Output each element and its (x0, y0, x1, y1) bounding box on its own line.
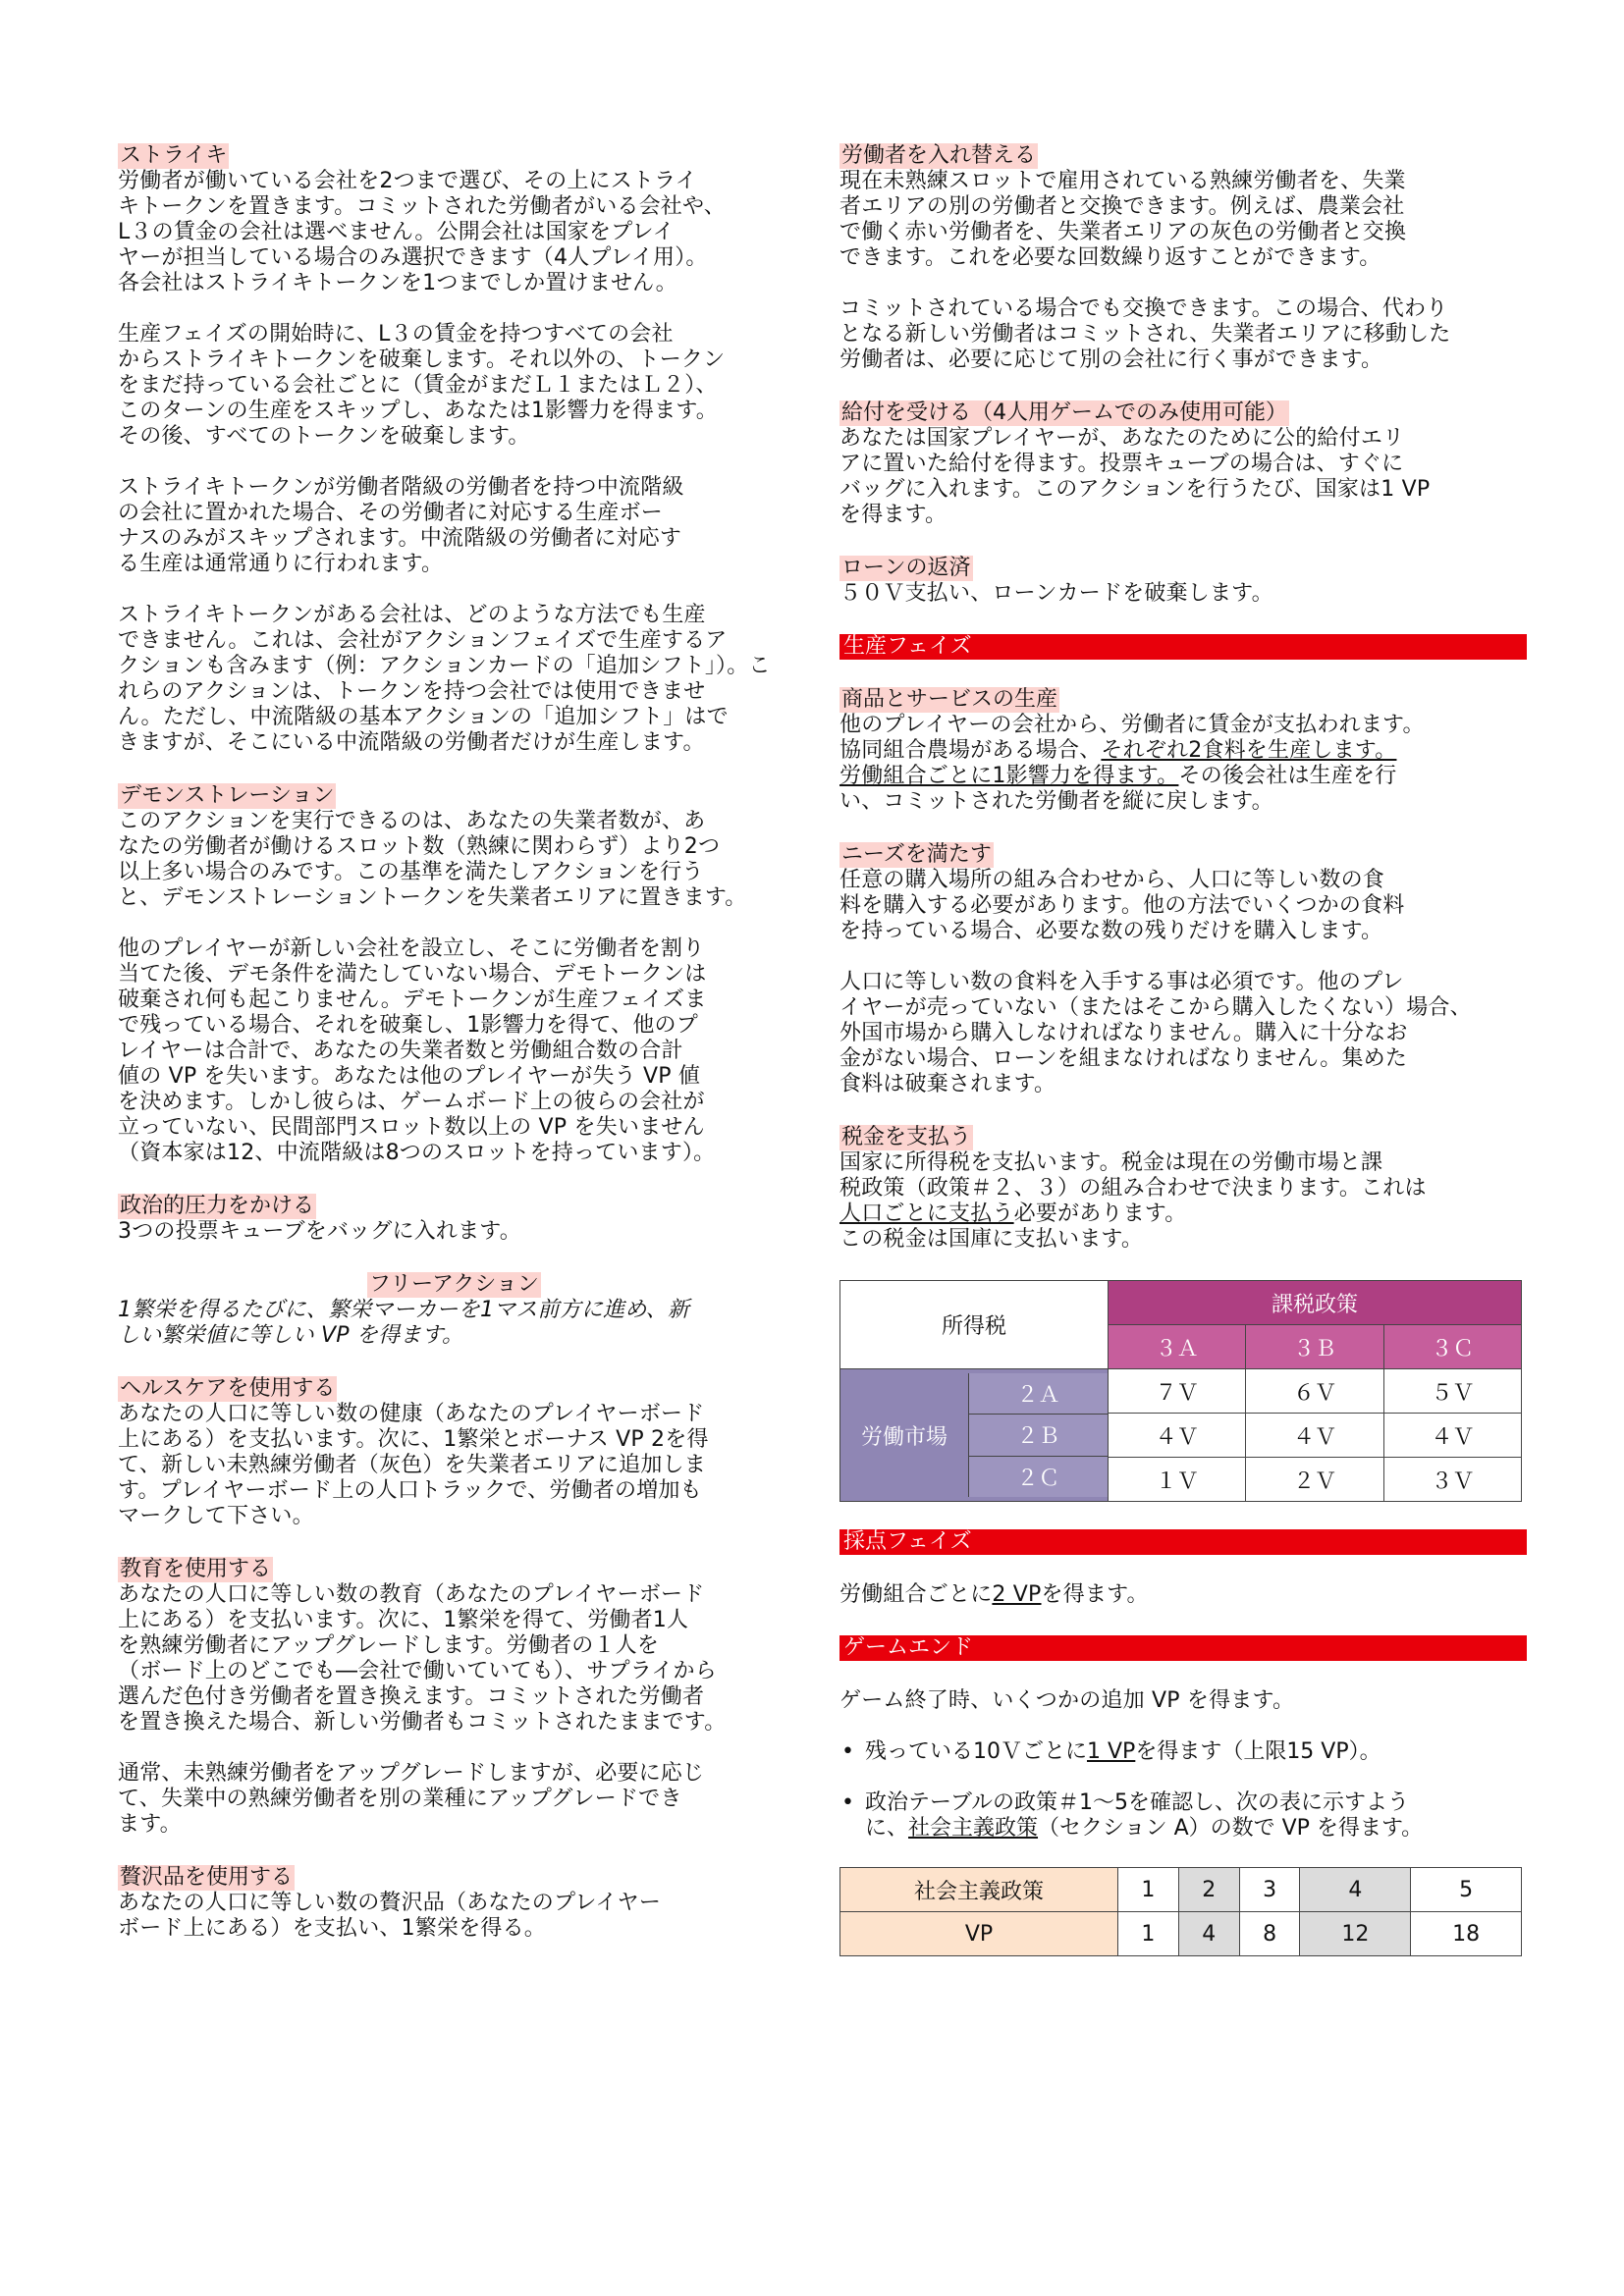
policy-count: 3 (1239, 1868, 1300, 1912)
tax-cell: ２Ｖ (1246, 1458, 1383, 1502)
policy-count: 4 (1300, 1868, 1411, 1912)
policy-count: 1 (1118, 1868, 1179, 1912)
vp-value: 1 (1118, 1912, 1179, 1956)
luxury-heading: 贅沢品を使用する (120, 1865, 294, 1890)
vp-label: VP (840, 1912, 1118, 1956)
game-end-text: ゲーム終了時、いくつかの追加 VP を得ます。 (839, 1688, 1295, 1713)
goods-text-a: 他のプレイヤーの会社から、労働者に賃金が支払われます。 協同組合農場がある場合、 (839, 713, 1425, 763)
policy-col-3b: ３Ｂ (1246, 1325, 1383, 1369)
tax-cell: １Ｖ (1109, 1458, 1246, 1502)
market-row-2a: ２Ａ (968, 1373, 1108, 1415)
left-column (118, 143, 800, 1969)
education-text-1: あなたの人口に等しい数の教育（あなたのプレイヤーボード 上にある）を支払います。次に、1繁栄を得て、労働者1人 を熟練労働者にアップグレードします。労働者の１人を （ボード上のどこでも―会社で働いていても）、サプライから 選んだ色付き労働者を置き換えます。コミットされた労働者 を置き換えた場合、新しい労働者もコミットされたままです。 (118, 1582, 727, 1735)
tax-text-b: 必要があります。 この税金は国庫に支払います。 (839, 1201, 1187, 1252)
replace-workers-text-1: 現在未熟練スロットで雇用されている熟練労働者を、失業 者エリアの別の労働者と交換できます。例えば、農業会社 で働く赤い労働者を、失業者エリアの灰色の労働者と交換 できます。これを必要な回数繰り返すことができます。 (839, 169, 1407, 270)
bullet-1-underlined: 1 VP (1087, 1739, 1136, 1764)
production-phase-bar: 生産フェイズ (839, 634, 1527, 660)
income-tax-corner: 所得税 (840, 1281, 1109, 1369)
market-row-2c: ２Ｃ (968, 1457, 1108, 1497)
goods-text-underlined-1: それぞれ2食料を生産します。 (1101, 738, 1397, 763)
needs-text-1: 任意の購入場所の組み合わせから、人口に等しい数の食 料を購入する必要があります。他の方法でいくつかの食料 を持っている場合、必要な数の残りだけを購入します。 (839, 868, 1405, 943)
bullet-2-text-a: 政治テーブルの政策＃1～5を確認し、次の表に示すよう に、 (865, 1790, 1410, 1841)
goods-text-underlined-2: 労働組合ごとに1影響力を得ます。 (839, 764, 1179, 788)
tax-cell: ４Ｖ (1383, 1414, 1521, 1458)
tax-cell: ６Ｖ (1246, 1369, 1383, 1414)
benefit-heading: 給付を受ける（4人用ゲームでのみ使用可能） (841, 400, 1287, 425)
scoring-text-b: を得ます。 (1041, 1582, 1149, 1607)
right-column (839, 143, 1527, 1956)
tax-heading: 税金を支払う (841, 1125, 972, 1149)
bullet-1-text-a: 残っている10Ｖごとに (865, 1739, 1087, 1764)
bullet-2-text-b: （セクション A）の数で VP を得ます。 (1038, 1816, 1424, 1841)
political-pressure-heading: 政治的圧力をかける (120, 1194, 315, 1218)
tax-cell: ７Ｖ (1109, 1369, 1246, 1414)
strike-section (118, 143, 800, 756)
replace-workers-heading: 労働者を入れ替える (841, 143, 1037, 168)
vp-value: 8 (1239, 1912, 1300, 1956)
policy-col-3c: ３Ｃ (1383, 1325, 1521, 1369)
labor-market-block (840, 1369, 1109, 1502)
tax-cell: ４Ｖ (1109, 1414, 1246, 1458)
game-end-bullet-2 (839, 1790, 1527, 1842)
free-action-section (118, 1272, 800, 1349)
demonstration-text-2: 他のプレイヤーが新しい会社を設立し、そこに労働者を割り 当てた後、デモ条件を満たしていない場合、デモトークンは 破棄され何も起こりません。デモトークンが生産フェイズま で残っている場合、それを破棄し、1影響力を得て、他のプ レイヤーは合計で、あなたの失業者数と労働組合数の合計 値の VP を失います。あなたは他のプレイヤーが失う VP 値 を決めます。しかし彼らは、ゲームボード上の彼らの会社が 立っていない、民間部門スロット数以上の VP を失いません （資本家は12、中流階級は8つのスロットを持っています）。 (118, 936, 716, 1165)
income-tax-table (839, 1280, 1522, 1502)
scoring-text-underlined: 2 VP (992, 1582, 1042, 1607)
needs-text-2: 人口に等しい数の食料を入手する事は必須です。他のプレ イヤーが売っていない（またはそこから購入したくない）場合、 外国市場から購入しなければなりません。購入に十分なお 金がない場合、ローンを組まなければなりません。集めた 食料は破棄されます。 (839, 970, 1472, 1096)
loan-heading: ローンの返済 (841, 556, 971, 580)
policy-count: 2 (1178, 1868, 1239, 1912)
socialist-policy-vp-table (839, 1867, 1522, 1956)
demonstration-heading: デモンストレーション (120, 783, 335, 808)
game-end-bar: ゲームエンド (839, 1635, 1527, 1661)
strike-heading: ストライキ (120, 143, 228, 168)
healthcare-section (118, 1376, 800, 1529)
needs-heading: ニーズを満たす (841, 842, 992, 867)
strike-text-4: ストライキトークンがある会社は、どのような方法でも生産 できません。これは、会社がアクションフェイズで生産するア クションも含みます（例：アクションカードの「追加シフト」）。こ れらのアクションは、トークンを持つ会社では使用できませ ん。ただし、中流階級の基本アクションの「追加シフト」はで きますが、そこにいる中流階級の労働者だけが生産します。 (118, 603, 771, 755)
tax-section (839, 1125, 1527, 1253)
replace-workers-section (839, 143, 1527, 373)
game-end-bullet-1 (839, 1739, 1527, 1765)
tax-text (839, 1150, 1527, 1253)
goods-section (839, 687, 1527, 815)
healthcare-heading: ヘルスケアを使用する (120, 1376, 336, 1401)
scoring-section (839, 1582, 1527, 1608)
goods-text-b: その後会社は生産を行 い、コミットされた労働者を縦に戻します。 (839, 764, 1397, 814)
tax-text-underlined: 人口ごとに支払う (839, 1201, 1014, 1226)
strike-text-3: ストライキトークンが労働者階級の労働者を持つ中流階級 の会社に置かれた場合、その労働者に対応する生産ボー ナスのみがスキップされます。中流階級の労働者に対応す る生産は通常通りに行われます。 (118, 475, 684, 576)
luxury-text: あなたの人口に等しい数の贅沢品（あなたのプレイヤー ボード上にある）を支払い、1繁栄を得る。 (118, 1891, 662, 1941)
strike-text-2: 生産フェイズの開始時に、L３の賃金を持つすべての会社 からストライキトークンを破棄します。それ以外の、トークン をまだ持っている会社ごとに（賃金がまだＬ１またはＬ２）、 このターンの生産をスキップし、あなたは1影響力を得ます。 その後、すべてのトークンを破棄します。 (118, 322, 726, 449)
loan-section (839, 556, 1527, 607)
game-end-section (839, 1688, 1527, 1842)
labor-market-header: 労働市場 (840, 1373, 968, 1497)
tax-cell: ５Ｖ (1383, 1369, 1521, 1414)
tax-cell: ４Ｖ (1246, 1414, 1383, 1458)
vp-value: 12 (1300, 1912, 1411, 1956)
healthcare-text: あなたの人口に等しい数の健康（あなたのプレイヤーボード 上にある）を支払います。次に、1繁栄とボーナス VP 2を得 て、新しい未熟練労働者（灰色）を失業者エリアに追加しま す。プレイヤーボード上の人口トラックで、労働者の増加も マークして下さい。 (118, 1402, 709, 1528)
scoring-text (839, 1582, 1527, 1608)
education-heading: 教育を使用する (120, 1557, 272, 1581)
needs-section (839, 842, 1527, 1097)
luxury-section (118, 1865, 800, 1942)
free-action-text: 1繁栄を得るたびに、繁栄マーカーを1マス前方に進め、新 しい繁栄値に等しい VP を得ます。 (118, 1298, 690, 1348)
replace-workers-text-2: コミットされている場合でも交換できます。この場合、代わり となる新しい労働者はコミットされ、失業者エリアに移動した 労働者は、必要に応じて別の会社に行く事ができます。 (839, 296, 1451, 372)
strike-text-1: 労働者が働いている会社を2つまで選び、その上にストライ キトークンを置きます。コミットされた労働者がいる会社や、 L３の賃金の会社は選べません。公開会社は国家をプレイ ヤーが担当している場合のみ選択できます（4人プレイ用）。 各会社はストライキトークンを1つまでしか置けません。 (118, 169, 726, 295)
vp-value: 4 (1178, 1912, 1239, 1956)
tax-cell: ３Ｖ (1383, 1458, 1521, 1502)
demonstration-section (118, 783, 800, 1166)
political-pressure-section (118, 1194, 800, 1245)
vp-value: 18 (1411, 1912, 1522, 1956)
policy-col-3a: ３Ａ (1109, 1325, 1246, 1369)
education-section (118, 1557, 800, 1838)
bullet-2-underlined: 社会主義政策 (908, 1816, 1039, 1841)
policy-count: 5 (1411, 1868, 1522, 1912)
tax-text-a: 国家に所得税を支払います。税金は現在の労働市場と課 税政策（政策＃２、３）の組み合わせで決まります。これは (839, 1150, 1427, 1201)
socialist-policy-label: 社会主義政策 (840, 1868, 1118, 1912)
scoring-text-a: 労働組合ごとに (839, 1582, 993, 1607)
free-action-heading: フリーアクション (369, 1272, 539, 1297)
goods-text (839, 713, 1527, 815)
benefit-text: あなたは国家プレイヤーが、あなたのために公的給付エリ アに置いた給付を得ます。投票キューブの場合は、すぐに バッグに入れます。このアクションを行うたび、国家は1 VP を得ます。 (839, 426, 1431, 527)
political-pressure-text: 3つの投票キューブをバッグに入れます。 (118, 1219, 521, 1244)
loan-text: ５０Ｖ支払い、ローンカードを破棄します。 (839, 581, 1273, 606)
bullet-1-text-b: を得ます（上限15 VP）。 (1135, 1739, 1381, 1764)
market-row-2b: ２Ｂ (968, 1415, 1108, 1456)
scoring-phase-bar: 採点フェイズ (839, 1529, 1527, 1555)
tax-policy-header: 課税政策 (1109, 1281, 1522, 1325)
benefit-section (839, 400, 1527, 528)
goods-heading: 商品とサービスの生産 (841, 687, 1058, 712)
education-text-2: 通常、未熟練労働者をアップグレードしますが、必要に応じ て、失業中の熟練労働者を別の業種にアップグレードでき ます。 (118, 1761, 705, 1837)
demonstration-text-1: このアクションを実行できるのは、あなたの失業者数が、あ なたの労働者が働けるスロット数（熟練に関わらず）より2つ 以上多い場合のみです。この基準を満たしアクションを行う と、デモンストレーショントークンを失業者エリアに置きます。 (118, 809, 747, 910)
